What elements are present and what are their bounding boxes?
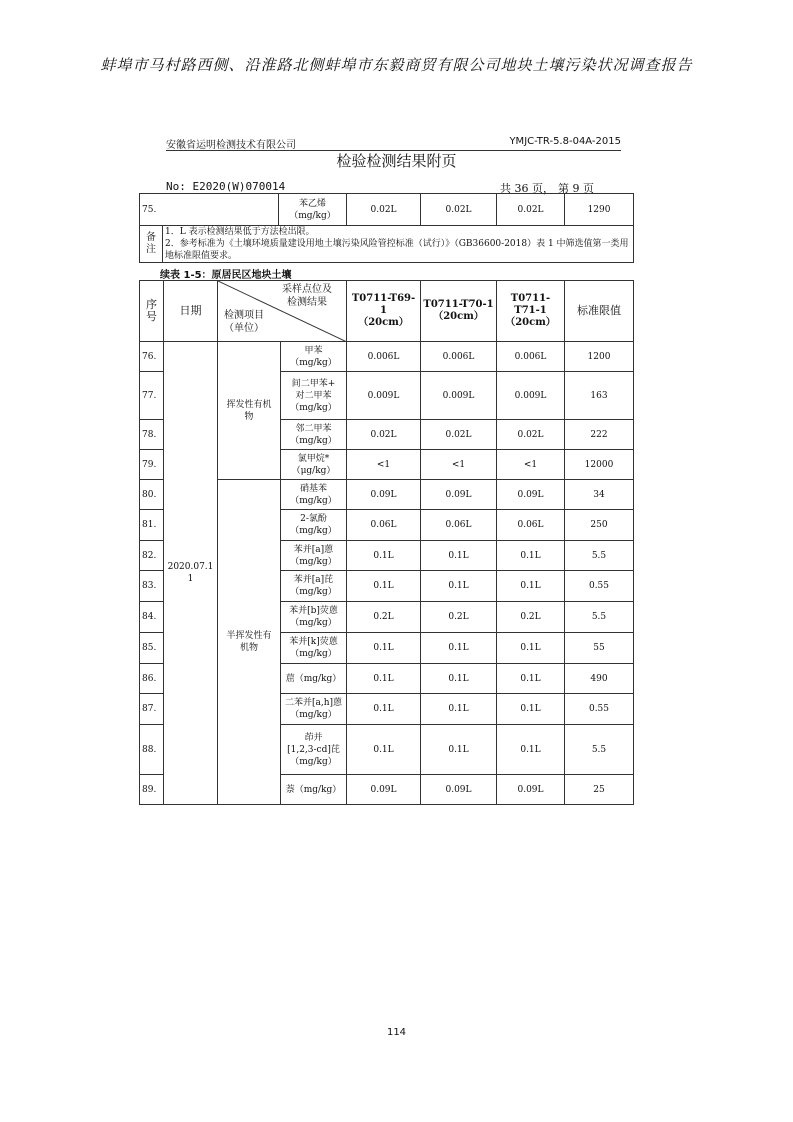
row-value-3: 0.009L xyxy=(497,372,565,420)
header-col-3: T0711-T71-1 （20cm） xyxy=(497,281,565,342)
row-value-1: 0.06L xyxy=(347,510,421,541)
row-value-2: <1 xyxy=(421,450,497,480)
row-value-2: 0.1L xyxy=(421,725,497,775)
row-value-3: 0.2L xyxy=(497,602,565,633)
row-limit: 5.5 xyxy=(565,725,634,775)
report-title: 蚌埠市马村路西侧、沿淮路北侧蚌埠市东毅商贸有限公司地块土壤污染状况调查报告 xyxy=(100,56,693,74)
doc-title: 检验检测结果附页 xyxy=(336,152,457,170)
row-limit: 0.55 xyxy=(565,694,634,725)
row-value-3: 0.1L xyxy=(497,571,565,602)
row-value-3: 0.1L xyxy=(497,633,565,664)
header-date: 日期 xyxy=(164,281,218,342)
row-limit: 222 xyxy=(565,420,634,450)
row-seq: 80. xyxy=(140,480,164,510)
row-value-2: 0.1L xyxy=(421,633,497,664)
row-value-3: 0.1L xyxy=(497,694,565,725)
group-semivolatile: 半挥发性有 机物 xyxy=(218,480,281,805)
row-value-2: 0.1L xyxy=(421,541,497,571)
row-value-1: 0.1L xyxy=(347,725,421,775)
row-value-3: 0.09L xyxy=(497,480,565,510)
row-value-1: 0.006L xyxy=(347,342,421,372)
row-value-1: <1 xyxy=(347,450,421,480)
row-seq: 89. xyxy=(140,775,164,805)
row-item: 苯并[a]芘 （mg/kg） xyxy=(281,571,347,602)
row-seq: 81. xyxy=(140,510,164,541)
row-value-1: 0.009L xyxy=(347,372,421,420)
row-value-3: <1 xyxy=(497,450,565,480)
row-value-3: 0.06L xyxy=(497,510,565,541)
row-value-1: 0.02L xyxy=(347,420,421,450)
note-line-2: 2．参考标准为《土壤环境质量建设用地土壤污染风险管控标准（试行）》（GB36600-2018）表 1 中筛选值第一类用地标准限值要求。 xyxy=(165,239,629,261)
row-seq: 78. xyxy=(140,420,164,450)
row-seq: 84. xyxy=(140,602,164,633)
row-value-2: 0.1L xyxy=(421,664,497,694)
header-seq: 序号 xyxy=(140,281,164,342)
top-table xyxy=(139,193,634,263)
row-seq: 83. xyxy=(140,571,164,602)
row-value-2: 0.006L xyxy=(421,342,497,372)
row-value-1: 0.09L xyxy=(347,775,421,805)
row-value-3: 0.09L xyxy=(497,775,565,805)
row-item: 苯乙烯（mg/kg） xyxy=(279,194,347,226)
doc-code: YMJC-TR-5.8-04A-2015 xyxy=(509,136,621,147)
table-row xyxy=(140,194,634,226)
row-value-3: 0.02L xyxy=(497,420,565,450)
row-value-3: 0.1L xyxy=(497,725,565,775)
header-col-2: T0711-T70-1 （20cm） xyxy=(421,281,497,342)
row-value-2: 0.1L xyxy=(421,571,497,602)
row-seq: 79. xyxy=(140,450,164,480)
table-subtitle: 续表 1-5：原居民区地块土壤 xyxy=(160,270,292,281)
row-limit: 34 xyxy=(565,480,634,510)
row-value-1: 0.09L xyxy=(347,480,421,510)
row-limit: 25 xyxy=(565,775,634,805)
row-seq: 76. xyxy=(140,342,164,372)
row-item: 二苯并[a,h]蒽 （mg/kg） xyxy=(281,694,347,725)
row-item: 萘（mg/kg） xyxy=(281,775,347,805)
page-current: 第 9 页 xyxy=(558,182,594,195)
note-label: 备注 xyxy=(140,226,163,263)
row-limit: 250 xyxy=(565,510,634,541)
header-test-item: 检测项目 （单位） xyxy=(224,310,264,334)
row-value-3: 0.02L xyxy=(497,194,565,226)
table-row xyxy=(140,342,634,372)
row-seq: 88. xyxy=(140,725,164,775)
page-number: 114 xyxy=(386,1027,407,1038)
row-item: 苯并[a]蒽 （mg/kg） xyxy=(281,541,347,571)
row-value-1: 0.2L xyxy=(347,602,421,633)
row-limit: 5.5 xyxy=(565,602,634,633)
row-seq: 75. xyxy=(140,194,279,226)
row-value-1: 0.02L xyxy=(347,194,421,226)
row-item: 间二甲苯+ 对二甲苯 （mg/kg） xyxy=(281,372,347,420)
row-value-2: 0.009L xyxy=(421,372,497,420)
row-value-2: 0.06L xyxy=(421,510,497,541)
row-seq: 87. xyxy=(140,694,164,725)
row-limit: 12000 xyxy=(565,450,634,480)
row-value-1: 0.1L xyxy=(347,541,421,571)
row-limit: 163 xyxy=(565,372,634,420)
row-item: 邻二甲苯 （mg/kg） xyxy=(281,420,347,450)
row-limit: 55 xyxy=(565,633,634,664)
row-limit: 0.55 xyxy=(565,571,634,602)
header-row xyxy=(140,281,634,342)
row-limit: 1200 xyxy=(565,342,634,372)
note-text xyxy=(163,226,634,263)
row-item: 2-氯酚 （mg/kg） xyxy=(281,510,347,541)
lab-name: 安徽省运明检测技术有限公司 xyxy=(166,140,296,151)
row-seq: 86. xyxy=(140,664,164,694)
row-seq: 77. xyxy=(140,372,164,420)
row-value-2: 0.09L xyxy=(421,480,497,510)
row-value-3: 0.1L xyxy=(497,541,565,571)
row-value-1: 0.1L xyxy=(347,664,421,694)
note-line-1: 1．L 表示检测结果低于方法检出限。 xyxy=(165,227,315,237)
header-col-1: T0711-T69-1 （20cm） xyxy=(347,281,421,342)
row-limit: 1290 xyxy=(565,194,634,226)
row-item: 苯并[b]荧蒽 （mg/kg） xyxy=(281,602,347,633)
row-seq: 85. xyxy=(140,633,164,664)
table-body xyxy=(140,342,634,805)
row-item: 甲苯 （mg/kg） xyxy=(281,342,347,372)
note-row xyxy=(140,226,634,263)
main-table xyxy=(139,280,634,805)
row-limit: 5.5 xyxy=(565,541,634,571)
row-item: 䓛（mg/kg） xyxy=(281,664,347,694)
page-total: 共 36 页， xyxy=(500,182,554,195)
row-value-1: 0.1L xyxy=(347,694,421,725)
row-value-2: 0.02L xyxy=(421,420,497,450)
row-value-2: 0.02L xyxy=(421,194,497,226)
row-value-2: 0.1L xyxy=(421,694,497,725)
row-item: 茚并 [1,2,3-cd]芘 （mg/kg） xyxy=(281,725,347,775)
row-limit: 490 xyxy=(565,664,634,694)
report-number: No: E2020(W)070014 xyxy=(166,180,286,193)
header-diagonal xyxy=(218,281,347,342)
row-item: 硝基苯 （mg/kg） xyxy=(281,480,347,510)
row-value-1: 0.1L xyxy=(347,633,421,664)
row-item: 氯甲烷* （μg/kg） xyxy=(281,450,347,480)
row-value-3: 0.1L xyxy=(497,664,565,694)
row-item: 苯并[k]荧蒽 （mg/kg） xyxy=(281,633,347,664)
row-value-1: 0.1L xyxy=(347,571,421,602)
date-cell: 2020.07.1 1 xyxy=(164,342,218,805)
header-sampling-point: 采样点位及 检测结果 xyxy=(282,284,332,308)
row-value-2: 0.2L xyxy=(421,602,497,633)
row-value-2: 0.09L xyxy=(421,775,497,805)
row-seq: 82. xyxy=(140,541,164,571)
group-volatile: 挥发性有机 物 xyxy=(218,342,281,480)
lab-header xyxy=(166,134,621,151)
header-limit: 标准限值 xyxy=(565,281,634,342)
row-value-3: 0.006L xyxy=(497,342,565,372)
